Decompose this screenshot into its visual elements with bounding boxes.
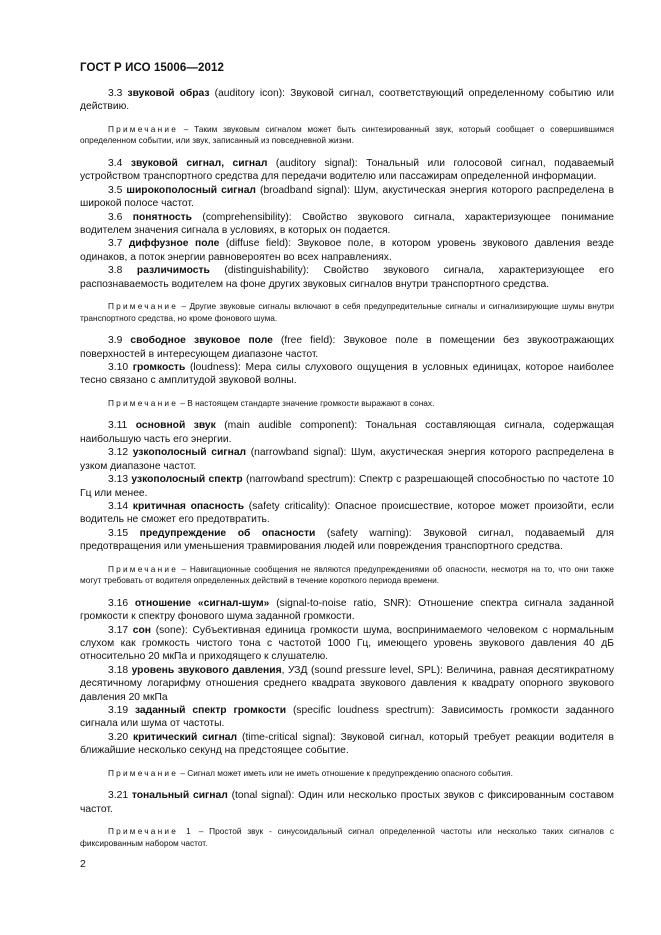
note-label: Примечание [108, 123, 179, 134]
note-text: – В настоящем стандарте значение громкости выражают в сонах. [178, 397, 435, 408]
entry-term: предупреждение об опасности [139, 527, 316, 539]
entry-term: критичная опасность [132, 500, 245, 512]
definition-entry [80, 789, 614, 816]
note-label: Примечание [108, 563, 179, 574]
note-label: Примечание [108, 301, 179, 312]
note-paragraph [80, 564, 614, 587]
definition-entry [80, 664, 614, 704]
entry-number: 3.21 [108, 790, 129, 802]
definition-entry [80, 731, 614, 758]
definition-entry [80, 473, 614, 500]
note-label: Примечание [108, 767, 179, 778]
definition-entry [80, 87, 614, 114]
definition-entry [80, 184, 614, 211]
definition-entry [80, 211, 614, 238]
note-text: – Простой звук - синусоидальный сигнал определенной частоты или несколько таких сигналов с фиксированным набором частот. [80, 826, 615, 848]
entry-number: 3.10 [108, 362, 129, 374]
entry-term: звуковой сигнал, сигнал [130, 158, 268, 169]
definition-entry [80, 597, 614, 624]
running-header: ГОСТ Р ИСО 15006—2012 [80, 62, 225, 74]
entry-definition: (diffuse field): Звуковое поле, в котором уровень звукового давления везде одинаков, а поток энергии равновероятен во всех направлениях. [80, 238, 614, 263]
entry-definition: (tonal signal): Один или несколько простых звуков с фиксированным составом частот. [80, 790, 614, 815]
entry-definition: (loudness): Мера силы слухового ощущения в условных единицах, которое наиболее тесно связано с амплитудой звуковой волны. [80, 362, 614, 387]
definition-entry [80, 704, 614, 731]
note-paragraph [80, 301, 614, 324]
entry-number: 3.17 [108, 624, 129, 636]
entry-number: 3.14 [108, 500, 129, 512]
entry-number: 3.16 [108, 597, 129, 609]
entry-number: 3.13 [108, 474, 129, 486]
entry-definition: (sone): Субъективная единица громкости шума, воспринимаемого человеком с нормальным слухом как громкость чистого тона с частотой 1000 Гц, имеющего уровень звукового давления 40 дБ относительно 20 мкПа и приходящего к слушателю. [80, 624, 614, 663]
note-paragraph [80, 768, 614, 780]
entry-term: критический сигнал [133, 731, 238, 743]
entry-number: 3.11 [108, 420, 128, 432]
definition-entry [80, 264, 614, 291]
entry-term: узкополосный сигнал [132, 447, 247, 459]
definition-entry [80, 624, 614, 664]
note-label: Примечание 1 [108, 826, 193, 836]
entry-definition: (distinguishability): Свойство звукового сигнала, характеризующее его распознаваемость водителем на фоне других звуковых сигналов внутри транспортного средства. [80, 265, 614, 290]
entry-definition: (safety warning): Звуковой сигнал, подаваемый для предотвращения или уменьшения травмирования людей или повреждения транспортного средства. [80, 527, 614, 553]
entry-term: различимость [136, 265, 210, 277]
definition-entry [80, 237, 614, 264]
note-paragraph [80, 398, 614, 410]
entry-term: понятность [132, 211, 192, 223]
note-paragraph [80, 124, 614, 147]
definition-entry [80, 527, 614, 554]
definition-entry [80, 157, 614, 184]
entry-term: свободное звуковое поле [130, 335, 273, 347]
entry-definition: (main audible component): Тональная составляющая сигнала, содержащая наибольшую часть его энергии. [80, 420, 614, 445]
entry-definition: (safety criticality): Опасное происшествие, которое может произойти, если водитель не сможет его предотвратить. [80, 500, 614, 526]
entry-definition: (time-critical signal): Звуковой сигнал, который требует реакции водителя в ближайшие несколько секунд на предстоящее событие. [80, 731, 614, 757]
entry-definition: (comprehensibility): Свойство звукового сигнала, характеризующее понимание водителем значения сигнала в условиях, в которых он подается. [80, 211, 614, 237]
entry-number: 3.9 [108, 335, 123, 347]
entry-definition: (specific loudness spectrum): Зависимость громкости заданного сигнала или шума от частоты. [80, 704, 614, 730]
entry-number: 3.18 [108, 664, 129, 676]
entry-term: узкополосный спектр [131, 474, 243, 486]
definition-entry [80, 500, 614, 527]
note-text: – Таким звуковым сигналом может быть синтезированный звук, который сообщает о совершившимся определенном событии, или звук, записанный из повседневной жизни. [80, 123, 614, 146]
entry-definition: (narrowband spectrum): Спектр с разрешающей способностью по частоте 10 Гц или менее. [80, 474, 614, 499]
entry-term: уровень звукового давления [131, 664, 282, 676]
note-text: – Другие звуковые сигналы включают в себя предупредительные сигналы и сигнализирующие шумы внутри транспортного средства, но кроме фонового шума. [80, 301, 614, 323]
entry-number: 3.20 [108, 731, 129, 743]
entry-number: 3.7 [108, 238, 123, 250]
entry-term: громкость [132, 362, 186, 374]
entry-number: 3.19 [108, 704, 129, 716]
entry-term: заданный спектр громкости [134, 704, 287, 716]
note-label: Примечание [108, 397, 179, 408]
page-number: 2 [80, 858, 86, 870]
entry-number: 3.12 [108, 447, 129, 459]
definition-entry [80, 361, 614, 388]
entry-number: 3.4 [108, 158, 123, 169]
entry-term: сон [132, 624, 152, 636]
entry-definition: , УЗД (sound pressure level, SPL): Величина, равная десятикратному десятичному логарифму отношения среднего квадрата звукового давления к квадрату опорного звукового давления 20 мкПа [80, 664, 614, 703]
definition-entry [80, 446, 614, 473]
entry-definition: (signal-to-noise ratio, SNR): Отношение спектра сигнала заданной громкости к спектру фонового шума заданной громкости. [80, 597, 614, 623]
note-paragraph [80, 826, 614, 849]
entry-definition: (auditory signal): Тональный или голосовой сигнал, подаваемый устройством транспортного средства для передачи водителю или пассажирам определенной информации. [80, 158, 614, 183]
entry-number: 3.5 [108, 184, 123, 196]
entry-term: диффузное поле [128, 238, 220, 250]
entry-number: 3.8 [108, 265, 123, 277]
entry-number: 3.15 [108, 527, 129, 539]
definition-entry [80, 419, 614, 446]
entry-number: 3.6 [108, 211, 123, 223]
entry-term: широкополосный сигнал [126, 184, 256, 196]
note-text: – Сигнал может иметь или не иметь отношение к предупреждению опасного события. [178, 767, 513, 778]
entry-definition: (free field): Звуковое поле в помещении без звукоотражающих поверхностей в интересующем диапазоне частот. [80, 335, 614, 360]
entry-definition: (narrowband signal): Шум, акустическая энергия которого распределена в узком диапазоне частот. [80, 447, 614, 472]
entry-definition: (auditory icon): Звуковой сигнал, соответствующий определенному событию или действию. [80, 88, 615, 113]
entry-term: основной звук [135, 420, 216, 432]
definition-entry [80, 334, 614, 361]
document-body [80, 87, 614, 849]
entry-term: звуковой образ [127, 88, 210, 99]
entry-term: отношение «сигнал-шум» [134, 597, 270, 609]
entry-number: 3.3 [108, 88, 123, 99]
entry-term: тональный сигнал [131, 790, 228, 802]
note-text: – Навигационные сообщения не являются предупреждениями об опасности, несмотря на то, что они также могут требовать от водителя определенных действий в течение короткого периода времени. [80, 563, 614, 586]
entry-definition: (broadband signal): Шум, акустическая энергия которого распределена в широкой полосе частот. [80, 184, 614, 210]
